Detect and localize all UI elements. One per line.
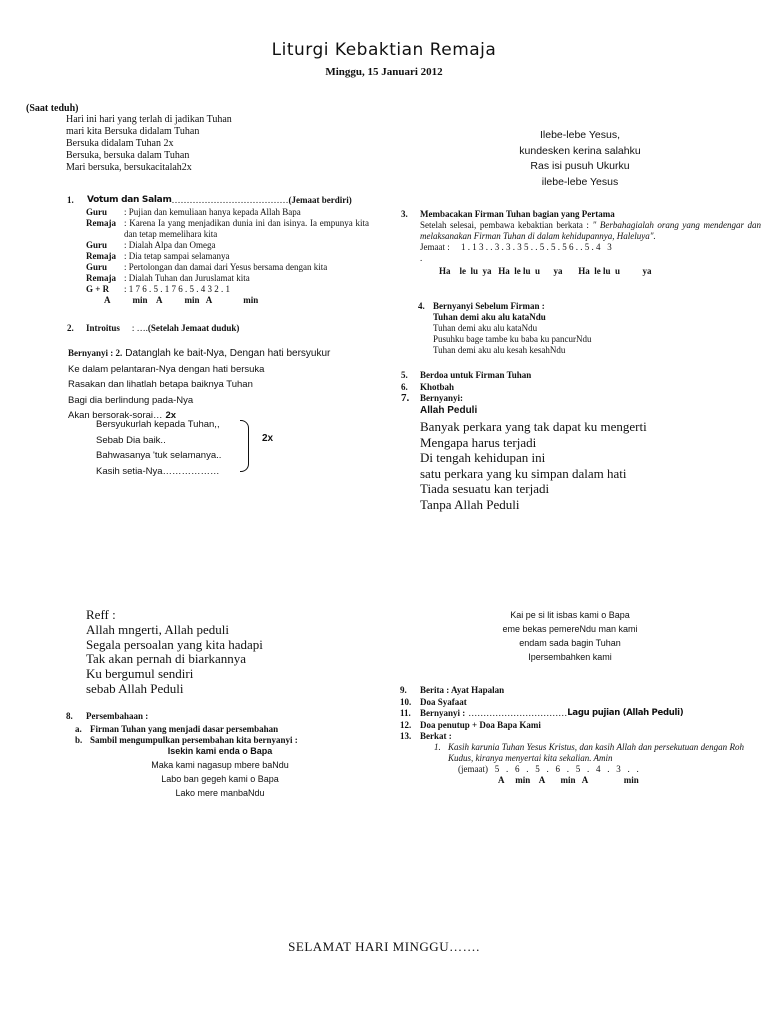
votum-note: (Jemaat berdiri) <box>288 195 352 205</box>
role-label: G + R <box>86 284 110 294</box>
item-number: 5. <box>401 370 408 380</box>
agenda-item <box>401 382 531 394</box>
item-label: Berkat : <box>420 731 452 741</box>
lyric-line: kundesken kerina salahku <box>519 144 641 157</box>
sebelum-firman-section <box>418 301 591 356</box>
item-number: 10. <box>400 696 412 707</box>
intro-refrain <box>96 417 221 479</box>
lyric-line: endam sada bagin Tuhan <box>519 638 621 648</box>
agenda-item <box>400 708 683 720</box>
haleluya-response: Ha le lu ya Ha le lu u ya Ha le lu u ya <box>439 266 652 276</box>
item-label: Berdoa untuk Firman Tuhan <box>420 370 532 380</box>
page-date: Minggu, 15 Januari 2012 <box>325 66 443 78</box>
role-text: : Pujian dan kemuliaan hanya kepada Allah Bapa <box>124 207 301 217</box>
footer-greeting: SELAMAT HARI MINGGU……. <box>288 939 480 954</box>
intro-song <box>68 346 330 424</box>
firman-intro: Setelah selesai, pembawa kebaktian berkata : <box>420 220 589 230</box>
lyric-line: Bahwasanya 'tuk selamanya.. <box>96 450 222 461</box>
lyric-line: Bersyukurlah kepada Tuhan,, <box>96 419 220 430</box>
firman-title: Membacakan Firman Tuhan bagian yang Pertama <box>420 209 615 219</box>
liturgy-row <box>86 218 369 240</box>
lyric-line: Bagi dia berlindung pada-Nya <box>68 394 194 406</box>
lyric-line: Akan bersorak-sorai… <box>68 410 163 421</box>
lyric-line: Kasih setia-Nya……………… <box>96 465 220 477</box>
lyric-line: Labo ban gegeh kami o Bapa <box>161 774 279 784</box>
liturgy-row <box>86 240 369 251</box>
liturgy-row <box>86 273 369 284</box>
role-text: : Dialah Alpa dan Omega <box>124 240 216 250</box>
lyric-line: Mengapa harus terjadi <box>420 434 537 450</box>
liturgy-row <box>86 284 369 295</box>
item-number: 11. <box>400 708 411 718</box>
repeat-mark: 2x <box>165 410 177 421</box>
item-number: 3. <box>401 209 408 219</box>
lyric-line: Rasakan dan lihatlah betapa baiknya Tuhan <box>68 379 253 390</box>
item-number: 9. <box>400 685 407 695</box>
berkat-text: Kasih karunia Tuhan Yesus Kristus, dan kasih Allah dan persekutuan dengan Roh Kudus, kiranya menyertai kita sekalian. Amin <box>448 742 744 763</box>
agenda-item <box>400 685 683 697</box>
agenda-item <box>401 370 531 382</box>
liturgy-row <box>86 251 369 262</box>
sub-letter: b. <box>75 735 83 745</box>
introitus-section <box>67 323 239 334</box>
liturgy-row <box>86 207 369 218</box>
agenda-item <box>400 697 683 709</box>
introitus-title: Introitus <box>86 323 120 333</box>
introitus-sep: : …. <box>131 323 148 333</box>
berkat-section <box>434 742 760 786</box>
lyric-line: Banyak perkara yang tak dapat ku mengerti <box>420 419 647 434</box>
role-text: : Pertolongan dan damai dari Yesus bersama dengan kita <box>124 262 328 272</box>
reff-label: Reff : <box>86 607 116 622</box>
lyric-line: Kai pe si lit isbas kami o Bapa <box>510 610 630 620</box>
song-title: Isekin kami enda o Bapa <box>167 746 273 756</box>
song-title: Datanglah ke bait-Nya, Dengan hati bersyukur <box>125 348 331 359</box>
jemaat-response: (jemaat) 5 . 6 . 5 . 6 . 5 . 4 . 3 . . <box>458 764 639 774</box>
item-number: 1. <box>67 195 74 205</box>
lyric-line: Segala persoalan yang kita hadapi <box>86 636 263 652</box>
item-label: Berita : Ayat Hapalan <box>420 685 505 695</box>
lyric-line: Tuhan demi aku alu kesah kesahNdu <box>433 345 566 355</box>
agenda-item <box>401 393 531 405</box>
amin-response: A min A min A min <box>498 775 639 785</box>
persembahan-song <box>90 744 350 800</box>
role-label: Remaja <box>86 251 116 261</box>
role-label: Remaja <box>86 218 116 228</box>
continuation-dot: . <box>420 253 423 263</box>
persembahan-title: Persembahaan : <box>86 711 149 721</box>
lyric-line: Di tengah kehidupan ini <box>420 450 546 465</box>
lyric-line: Maka kami nagasup mbere baNdu <box>151 760 289 770</box>
lyric-line: eme bekas pemereNdu man kami <box>502 624 638 634</box>
sub-letter: a. <box>75 724 82 734</box>
sebelum-firman-title: Bernyanyi Sebelum Firman : <box>433 301 545 311</box>
lyric-line: Hari ini hari yang terlah di jadikan Tuhan <box>66 114 232 125</box>
song-label: Bernyanyi : 2. <box>68 348 123 358</box>
saat-teduh-heading: (Saat teduh) <box>26 103 79 114</box>
role-text: : Dialah Tuhan dan Juruslamat kita <box>124 273 250 283</box>
firman-section <box>401 209 761 277</box>
lyric-line: Pusuhku bage tambe ku baba ku pancurNdu <box>433 334 592 344</box>
lyric-line: sebab Allah Peduli <box>86 680 184 696</box>
lyric-line: Sebab Dia baik.. <box>96 434 166 446</box>
saat-teduh-lyrics <box>66 114 232 174</box>
item-label: Bernyanyi : <box>420 708 466 718</box>
item-label: Doa Syafaat <box>420 696 467 707</box>
allah-peduli-lyrics <box>420 419 647 512</box>
sub-item <box>66 724 298 735</box>
item-number: 4. <box>418 301 425 311</box>
lyric-line: Ras isi pusuh Ukurku <box>530 160 630 172</box>
item-number: 12. <box>400 719 412 730</box>
item-number: 7. <box>401 392 410 404</box>
sub-text: Firman Tuhan yang menjadi dasar persembahan <box>90 724 279 734</box>
lyric-line: Tiada sesuatu kan terjadi <box>420 481 550 496</box>
item-label: Bernyanyi: <box>420 393 464 403</box>
lyric-line: satu perkara yang ku simpan dalam hati <box>420 465 627 481</box>
lyric-line: Bersuka, bersuka dalam Tuhan <box>66 150 190 161</box>
agenda-item <box>400 731 683 743</box>
amin-response: A min A min A min <box>104 295 259 305</box>
repeat-mark: 2x <box>262 433 274 444</box>
agenda-item <box>400 720 683 732</box>
role-label: Guru <box>86 207 108 217</box>
lyric-line: ilebe-lebe Yesus <box>541 175 619 188</box>
lyric-line: Lako mere manbaNdu <box>175 788 265 798</box>
song-title: Tuhan demi aku alu kataNdu <box>433 312 546 322</box>
item-number: 6. <box>401 381 408 392</box>
role-text: : Karena Ia yang menjadikan dunia ini dan isinya. Ia empunya kita dan tetap memelihara kita <box>124 218 369 239</box>
repeat-brace <box>240 420 249 472</box>
item-label: Khotbah <box>420 381 455 392</box>
votum-title: Votum dan Salam <box>87 195 172 205</box>
items-mid <box>401 370 531 405</box>
lyric-line: Allah mngerti, Allah peduli <box>86 621 229 637</box>
lyric-line: Mari bersuka, bersukacitalah2x <box>66 162 192 173</box>
lyric-line: Tanpa Allah Peduli <box>420 496 520 512</box>
item-number: 2. <box>67 323 74 333</box>
role-text: : 1 7 6 . 5 . 1 7 6 . 5 . 4 3 2 . 1 <box>124 284 231 294</box>
item-number: 13. <box>400 731 412 741</box>
items-end <box>400 685 683 743</box>
item-extra: Lagu pujian (Allah Peduli) <box>567 708 684 718</box>
item-label: Doa penutup + Doa Bapa Kami <box>420 719 541 730</box>
liturgy-row <box>86 262 369 273</box>
lyric-line: Tuhan demi aku alu kataNdu <box>433 323 538 333</box>
item-number: 1. <box>434 742 441 752</box>
role-text: : Dia tetap sampai selamanya <box>124 251 230 261</box>
role-label: Guru <box>86 262 108 272</box>
role-label: Remaja <box>86 273 116 283</box>
role-label: Guru <box>86 240 108 250</box>
lyric-line: Bersuka didalam Tuhan 2x <box>66 138 174 149</box>
kai-pe-lyrics <box>440 608 700 664</box>
jemaat-response: Jemaat : 1 . 1 3 . . 3 . 3 . 3 5 . . 5 . 5 . 5 6 . . 5 . 4 3 <box>420 242 612 252</box>
allah-peduli-title: Allah Peduli <box>420 405 478 416</box>
page-title: Liturgi Kebaktian Remaja <box>271 40 497 60</box>
item-number: 8. <box>66 711 73 721</box>
firman-quote: " Berbahagialah orang yang mendengar dan melaksanakan Firman Tuhan di dalam kehidupannya, Haleluya". <box>420 220 762 241</box>
dotted-leader: …………………………… <box>468 708 568 718</box>
lyric-line: Ipersembahken kami <box>528 652 612 662</box>
votum-section <box>67 195 369 306</box>
lyric-line: Ku bergumul sendiri <box>86 666 194 682</box>
lyric-line: Ke dalam pelantaran-Nya dengan hati bersuka <box>68 363 265 375</box>
sub-text: Sambil mengumpulkan persembahan kita bernyanyi : <box>90 735 298 745</box>
lyric-line: Tak akan pernah di biarkannya <box>86 651 247 667</box>
firman-text <box>401 220 761 242</box>
reff-lyrics <box>86 608 263 697</box>
ilebe-lyrics <box>440 128 720 190</box>
lyric-line: mari kita Bersuka didalam Tuhan <box>66 126 200 137</box>
persembahan-section <box>66 711 298 746</box>
introitus-note: (Setelah Jemaat duduk) <box>147 323 240 333</box>
dotted-leader: ………………………………… <box>171 195 289 205</box>
lyric-line: Ilebe-lebe Yesus, <box>540 129 620 141</box>
